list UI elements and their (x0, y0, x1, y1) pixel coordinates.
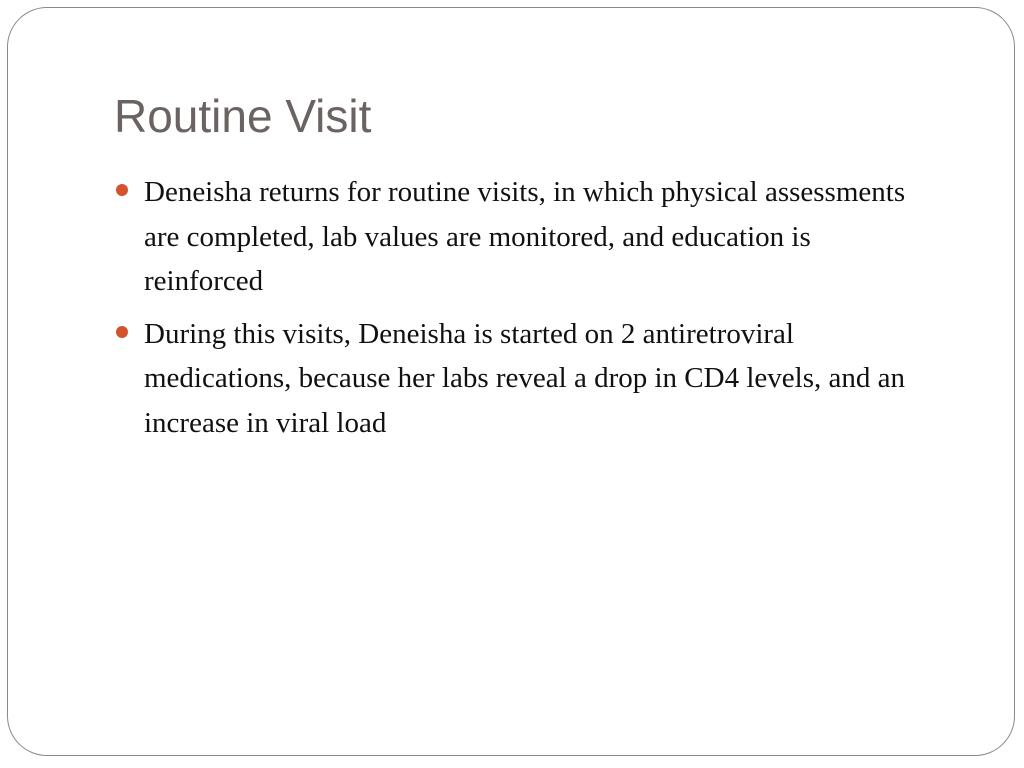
bullet-marker-icon (116, 326, 128, 338)
bullet-marker-icon (116, 184, 128, 196)
bullet-text: During this visits, Deneisha is started on 2 antiretroviral medications, because her labs reveal a drop in CD4 levels, and an increase in viral load (144, 317, 905, 439)
bullet-item (114, 312, 914, 446)
bullet-text: Deneisha returns for routine visits, in which physical assessments are completed, lab values are monitored, and education is reinforced (144, 176, 906, 297)
bullet-list (114, 170, 914, 453)
bullet-item (114, 170, 914, 304)
slide-title: Routine Visit (114, 90, 372, 142)
